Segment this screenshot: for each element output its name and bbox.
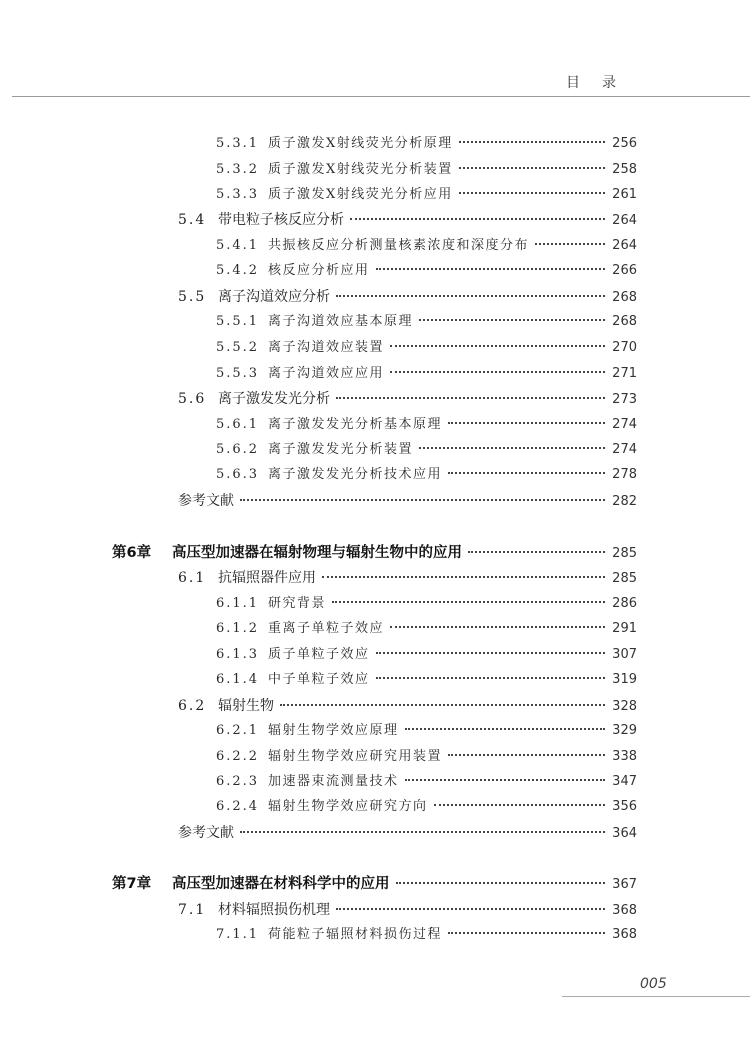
toc-entry [216, 160, 637, 180]
toc-references-entry [178, 491, 637, 511]
toc-entry-number: 5.6 [178, 391, 207, 407]
toc-entry-page: 367 [612, 877, 637, 892]
toc-entry-page: 273 [612, 392, 637, 407]
toc-entry [216, 925, 637, 945]
toc-entry-title: 质子激发X射线荧光分析装置 [268, 162, 453, 177]
toc-entry-page: 274 [612, 442, 637, 457]
toc-entry-number: 5.3.1 [216, 136, 260, 151]
toc-entry [216, 134, 637, 154]
toc-entry-page: 307 [612, 647, 637, 662]
toc-entry-page: 319 [612, 672, 637, 687]
toc-entry [178, 287, 637, 307]
toc-entry-number: 5.4.2 [216, 263, 260, 278]
dot-leader [405, 728, 605, 730]
toc-entry-number: 6.1.4 [216, 672, 260, 687]
toc-entry-page: 329 [612, 723, 637, 738]
toc-entry-page: 364 [612, 826, 637, 841]
toc-entry-title: 高压型加速器在辐射物理与辐射生物中的应用 [172, 545, 462, 561]
toc-entry-number: 7.1 [178, 902, 207, 918]
dot-leader [434, 804, 605, 806]
toc-entry-number: 6.2.2 [216, 749, 260, 764]
toc-entry [216, 236, 637, 256]
toc-entry-page: 285 [612, 546, 637, 561]
toc-entry-title: 离子沟道效应应用 [268, 366, 385, 381]
toc-entry-number: 5.5.2 [216, 340, 260, 355]
toc-entry-title: 研究背景 [268, 596, 327, 611]
toc-entry-title: 离子激发发光分析 [218, 391, 330, 407]
toc-entry [178, 210, 637, 230]
running-head: 目录 [566, 75, 638, 91]
dot-leader [376, 677, 605, 679]
toc-entry-number: 6.1.1 [216, 596, 260, 611]
toc-references-entry [178, 823, 637, 843]
toc-entry-title: 共振核反应分析测量核素浓度和深度分布 [268, 238, 530, 253]
toc-entry [216, 364, 637, 384]
toc-chapter-entry [112, 874, 637, 894]
dot-leader [459, 141, 605, 143]
toc-entry-number: 5.6.3 [216, 467, 260, 482]
dot-leader [322, 576, 605, 578]
toc-entry-page: 268 [612, 314, 637, 329]
toc-entry [216, 465, 637, 485]
toc-entry-number: 5.3.2 [216, 162, 260, 177]
toc-entry-title: 辐射生物学效应研究方向 [268, 799, 428, 814]
dot-leader [396, 882, 606, 884]
toc-entry-number: 5.5.1 [216, 314, 260, 329]
toc-entry [178, 900, 637, 920]
dot-leader [468, 551, 605, 553]
toc-entry-number: 6.2 [178, 698, 207, 714]
toc-entry-page: 282 [612, 494, 637, 509]
toc-entry-number: 6.2.1 [216, 723, 260, 738]
toc-entry-title: 辐射生物学效应研究用装置 [268, 749, 443, 764]
dot-leader [405, 779, 605, 781]
toc-entry [216, 261, 637, 281]
dot-leader [336, 397, 605, 399]
toc-entry [216, 645, 637, 665]
dot-leader [390, 626, 605, 628]
toc-entry-number: 6.2.3 [216, 774, 260, 789]
toc-entry-page: 256 [612, 136, 637, 151]
toc-entry-page: 274 [612, 417, 637, 432]
toc-entry-page: 264 [612, 238, 637, 253]
toc-entry-page: 270 [612, 340, 637, 355]
toc-entry-number: 6.1.2 [216, 621, 260, 636]
toc-entry [178, 389, 637, 409]
toc-entry-page: 271 [612, 366, 637, 381]
toc-entry-title: 荷能粒子辐照材料损伤过程 [268, 927, 443, 942]
toc-entry-title: 高压型加速器在材料科学中的应用 [172, 876, 390, 892]
toc-entry-number: 5.5 [178, 289, 207, 305]
toc-entry-number: 6.1.3 [216, 647, 260, 662]
toc-entry-title: 材料辐照损伤机理 [218, 902, 330, 918]
toc-entry-number: 第7章 [112, 876, 152, 892]
toc-entry [216, 670, 637, 690]
toc-entry-page: 368 [612, 927, 637, 942]
dot-leader [376, 652, 605, 654]
toc-entry [216, 415, 637, 435]
toc-entry-number: 6.1 [178, 570, 207, 586]
toc-entry [216, 772, 637, 792]
toc-entry-page: 266 [612, 263, 637, 278]
dot-leader [448, 932, 605, 934]
toc-entry-number: 5.5.3 [216, 366, 260, 381]
dot-leader [376, 268, 605, 270]
toc-entry-title: 质子激发X射线荧光分析应用 [268, 187, 453, 202]
dot-leader [448, 472, 605, 474]
toc-entry-number: 5.3.3 [216, 187, 260, 202]
page-number: 005 [640, 976, 667, 992]
dot-leader [419, 447, 605, 449]
toc-entry [178, 568, 637, 588]
toc-chapter-entry [112, 543, 637, 563]
toc-entry-title: 离子激发发光分析技术应用 [268, 467, 443, 482]
toc-entry-page: 264 [612, 213, 637, 228]
toc-entry [216, 619, 637, 639]
toc-entry [178, 696, 637, 716]
toc-entry [216, 797, 637, 817]
toc-entry-number: 5.6.2 [216, 442, 260, 457]
toc-entry-number: 7.1.1 [216, 927, 260, 942]
dot-leader [336, 295, 605, 297]
dot-leader [240, 499, 605, 501]
toc-entry-title: 离子激发发光分析装置 [268, 442, 414, 457]
toc-entry [216, 312, 637, 332]
footer-rule [562, 996, 750, 997]
toc-entry [216, 594, 637, 614]
toc-entry-page: 356 [612, 799, 637, 814]
toc-entry-title: 抗辐照器件应用 [218, 570, 316, 586]
toc-entry-number: 5.4 [178, 212, 207, 228]
toc-entry-title: 质子单粒子效应 [268, 647, 370, 662]
toc-entry-title: 重离子单粒子效应 [268, 621, 385, 636]
toc-entry-page: 338 [612, 749, 637, 764]
toc-entry [216, 338, 637, 358]
dot-leader [535, 243, 605, 245]
dot-leader [459, 192, 605, 194]
dot-leader [448, 754, 605, 756]
toc-entry-title: 辐射生物 [218, 698, 274, 714]
toc-entry-title: 中子单粒子效应 [268, 672, 370, 687]
toc-entry-title: 离子激发发光分析基本原理 [268, 417, 443, 432]
toc-entry-page: 261 [612, 187, 637, 202]
toc-entry-number: 第6章 [112, 545, 152, 561]
toc-entry-title: 参考文献 [178, 825, 234, 841]
toc-entry-page: 328 [612, 699, 637, 714]
toc-entry-page: 368 [612, 903, 637, 918]
toc-entry [216, 721, 637, 741]
toc-entry-title: 核反应分析应用 [268, 263, 370, 278]
dot-leader [459, 167, 605, 169]
dot-leader [332, 601, 605, 603]
dot-leader [390, 345, 605, 347]
toc-entry-number: 5.4.1 [216, 238, 260, 253]
dot-leader [419, 319, 605, 321]
toc-entry-page: 286 [612, 596, 637, 611]
dot-leader [448, 422, 605, 424]
dot-leader [350, 218, 605, 220]
toc-entry [216, 185, 637, 205]
toc-entry [216, 440, 637, 460]
toc-entry-title: 离子沟道效应基本原理 [268, 314, 414, 329]
toc-entry-number: 6.2.4 [216, 799, 260, 814]
toc-entry-page: 285 [612, 571, 637, 586]
toc-entry-title: 参考文献 [178, 493, 234, 509]
toc-entry-page: 268 [612, 290, 637, 305]
toc-entry-page: 291 [612, 621, 637, 636]
toc-entry-title: 带电粒子核反应分析 [218, 212, 344, 228]
header-rule [12, 96, 750, 97]
toc-entry-page: 347 [612, 774, 637, 789]
toc-entry-page: 278 [612, 467, 637, 482]
dot-leader [280, 704, 605, 706]
dot-leader [336, 908, 605, 910]
toc-entry-number: 5.6.1 [216, 417, 260, 432]
toc-entry-title: 加速器束流测量技术 [268, 774, 399, 789]
toc-entry [216, 747, 637, 767]
toc-entry-title: 辐射生物学效应原理 [268, 723, 399, 738]
dot-leader [240, 831, 605, 833]
dot-leader [390, 371, 605, 373]
toc-entry-title: 质子激发X射线荧光分析原理 [268, 136, 453, 151]
toc-entry-page: 258 [612, 162, 637, 177]
toc-entry-title: 离子沟道效应分析 [218, 289, 330, 305]
toc-entry-title: 离子沟道效应装置 [268, 340, 385, 355]
